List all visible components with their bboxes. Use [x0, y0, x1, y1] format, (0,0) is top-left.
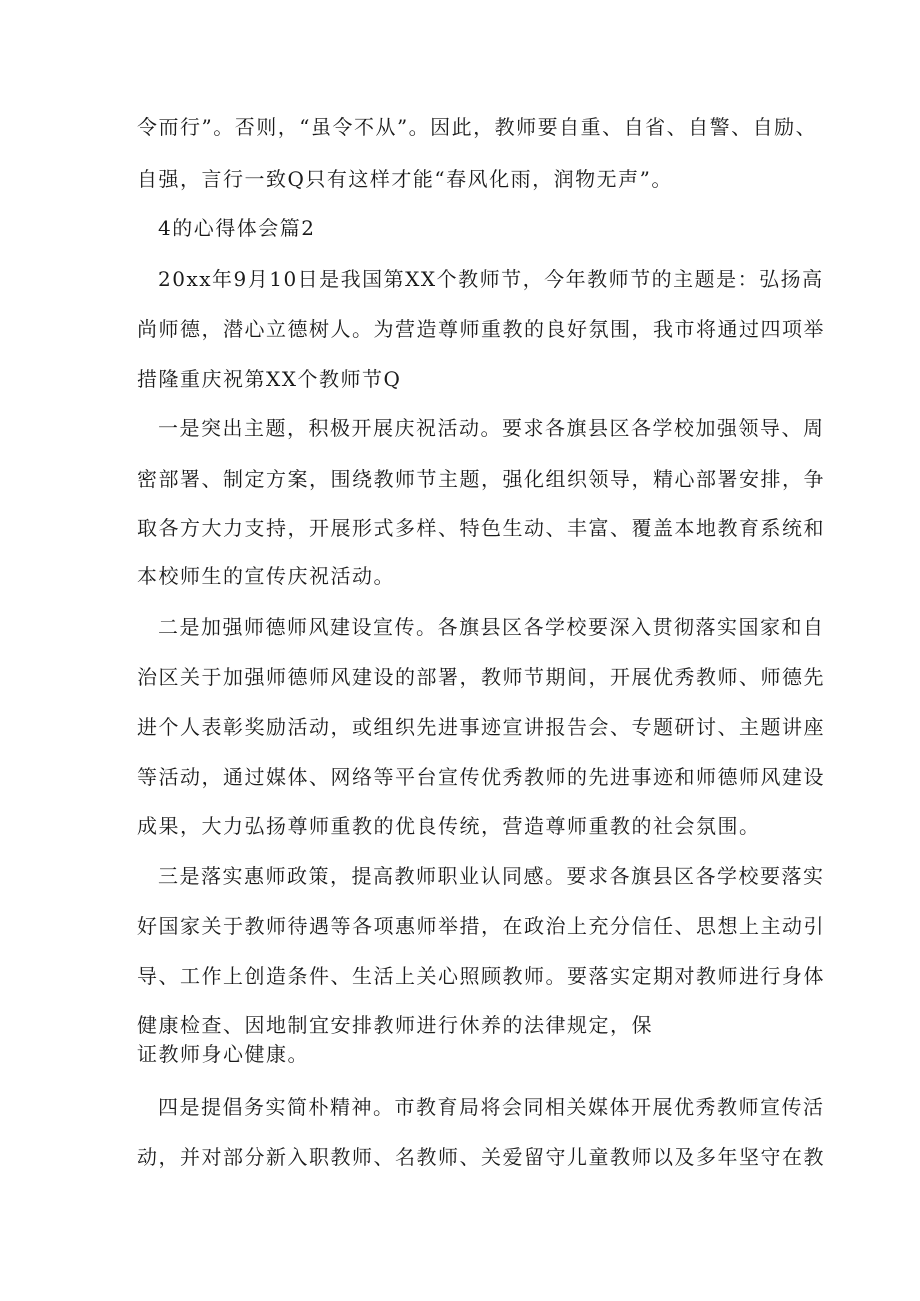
text-line: 二是加强师德师风建设宣传。各旗县区各学校要深入贯彻落实国家和自: [158, 615, 825, 639]
text-line: 取各方大力支持，开展形式多样、特色生动、丰富、覆盖本地教育系统和: [137, 516, 825, 540]
text-line: 令而行”。否则，“虽令不从”。因此，教师要自重、自省、自警、自励、: [137, 115, 818, 139]
text-line: 一是突出主题，积极开展庆祝活动。要求各旗县区各学校加强领导、周: [158, 416, 825, 440]
text-line: 等活动，通过媒体、网络等平台宣传优秀教师的先进事迹和师德师风建设: [137, 765, 825, 789]
text-line: 三是落实惠师政策，提高教师职业认同感。要求各旗县区各学校要落实: [158, 864, 825, 888]
text-line: 四是提倡务实简朴精神。市教育局将会同相关媒体开展优秀教师宣传活: [158, 1095, 825, 1119]
text-line: 自强，言行一致Q只有这样才能“春风化雨，润物无声”。: [137, 167, 673, 191]
text-line: 密部署、制定方案，围绕教师节主题，强化组织领导，精心部署安排，争: [137, 467, 825, 491]
text-line: 治区关于加强师德师风建设的部署，教师节期间，开展优秀教师、师德先: [137, 665, 825, 689]
text-line: 进个人表彰奖励活动，或组织先进事迹宣讲报告会、专题研讨、主题讲座: [137, 715, 825, 739]
section-heading: 4的心得体会篇2: [158, 216, 316, 240]
text-line: 尚师德，潜心立德树人。为营造尊师重教的良好氛围，我市将通过四项举: [137, 317, 825, 341]
text-line: 好国家关于教师待遇等各项惠师举措，在政治上充分信任、思想上主动引: [137, 914, 825, 938]
text-line: 动，并对部分新入职教师、名教师、关爱留守儿童教师以及多年坚守在教: [137, 1145, 825, 1169]
text-line: 成果，大力弘扬尊师重教的优良传统，营造尊师重教的社会氛围。: [137, 814, 761, 838]
text-line: 20xx年9月10日是我国第XX个教师节，今年教师节的主题是：弘扬高: [158, 267, 824, 291]
text-line: 证教师身心健康。: [137, 1042, 309, 1066]
text-line: 本校师生的宣传庆祝活动。: [137, 564, 395, 588]
text-line: 措隆重庆祝第XX个教师节Q: [137, 367, 402, 391]
text-line: 健康检查、因地制宜安排教师进行休养的法律规定，保: [137, 1013, 653, 1037]
text-line: 导、工作上创造条件、生活上关心照顾教师。要落实定期对教师进行身体: [137, 964, 825, 988]
